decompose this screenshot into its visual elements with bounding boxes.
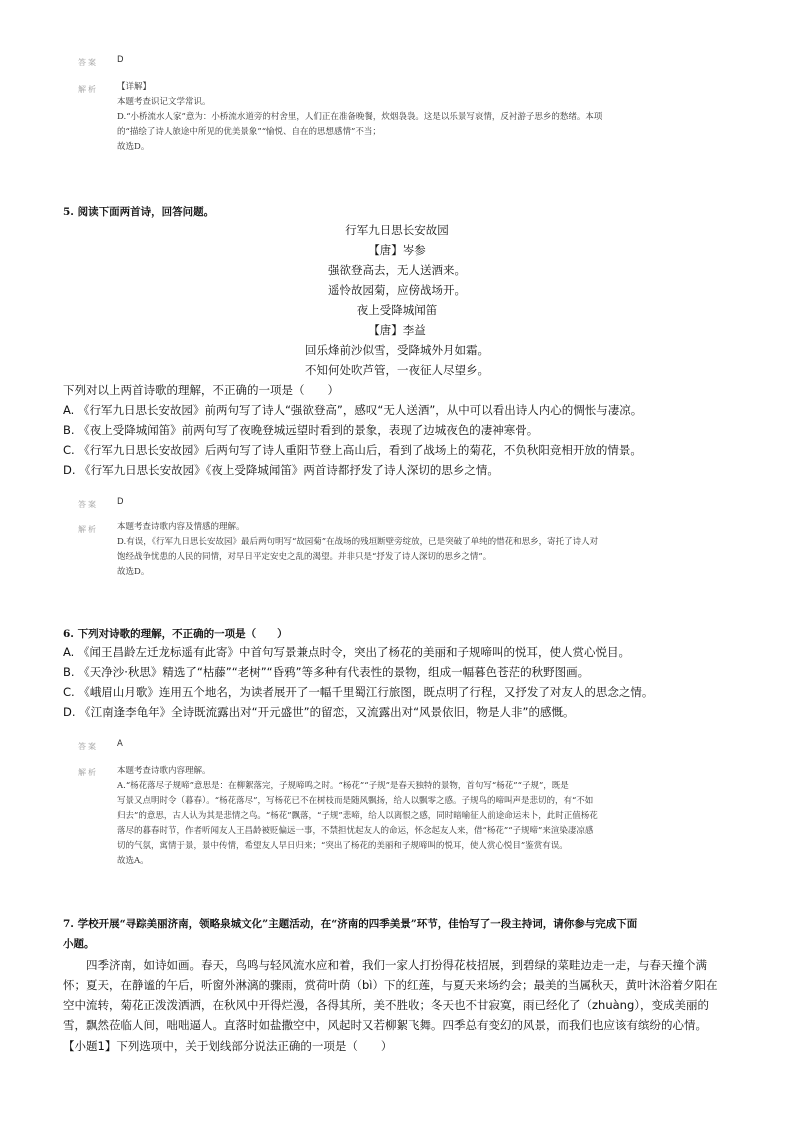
poem-line: 不知何处吹芦管，一夜征人尽望乡。	[305, 363, 489, 377]
answer-value: D	[117, 55, 124, 65]
question-5-heading: 5. 阅读下面两首诗，回答问题。	[63, 206, 215, 218]
option-a: A. 《行军九日思长安故园》前两句写了诗人“强欲登高”，感叹“无人送酒”，从中可以看出诗人内心的惆怅与凄凉。	[63, 403, 643, 417]
option-d: D. 《江南逢李龟年》全诗既流露出对“开元盛世”的留恋，又流露出对“风景依旧，物是人非”的感慨。	[63, 705, 575, 719]
poem-author-1: 【唐】岑参	[368, 243, 426, 257]
analysis-label: 解析	[78, 85, 98, 94]
answer-label: 答案	[78, 742, 98, 751]
option-c: C. 《行军九日思长安故园》后两句写了诗人重阳节登上高山后，看到了战场上的菊花，不负秋阳竞相开放的情景。	[63, 443, 642, 457]
poem-line: 强欲登高去，无人送酒来。	[328, 263, 466, 277]
analysis-label: 解析	[78, 525, 98, 534]
subquestion-1: 【小题1】下列选项中，关于划线部分说法正确的一项是（ ）	[63, 1039, 393, 1053]
analysis-text-6: 本题考查诗歌内容理解。 A.“杨花落尽子规啼”意思是：在柳絮落完，子规啼鸣之时。“杨花”“子规”是春天独特的景物，首句写“杨花”“子规”，既是 写景又点明时令（暮春）。“杨花落尽”，写杨花已不在树枝而是随风飘扬，给人以飘零之感。子规鸟的啼叫声是悲切的，有“不如 归去”的意思，古人认为其是悲情之鸟。“杨花”飘落，“子规”悲啼，给人以离恨之感，同时暗喻征人前途命运未卜，此时正值杨花 落尽的暮春时节，作者听闻友人王昌龄被贬偏远一事，不禁担忧起友人的命运，怀念起友人来，借“杨花”“子规啼”来渲染凄凉感 切的气氛，寓情于景，景中传情，希望友人早日归来；“突出了杨花的美丽和子规啼叫的悦耳，使人赏心悦目”鉴赏有误。 故选A。	[117, 766, 598, 866]
option-d: D. 《行军九日思长安故园》《夜上受降城闻笛》两首诗都抒发了诗人深切的思乡之情。	[63, 463, 499, 477]
poem-line: 遥怜故园菊，应傍战场开。	[328, 283, 466, 297]
question-5-stem: 下列对以上两首诗歌的理解，不正确的一项是（ ）	[63, 383, 339, 397]
option-b: B. 《天净沙·秋思》精选了“枯藤”“老树”“昏鸦”等多种有代表性的景物，组成一幅暮色苍茫的秋野图画。	[63, 665, 590, 679]
poem-author-2: 【唐】李益	[368, 323, 426, 337]
analysis-label: 解析	[78, 768, 98, 777]
answer-value: A	[117, 739, 123, 749]
poem-title-1: 行军九日思长安故园	[345, 223, 449, 237]
poems	[0, 220, 794, 380]
option-b: B. 《夜上受降城闻笛》前两句写了夜晚登城远望时看到的景象，表现了边城夜色的凄神寒骨。	[63, 423, 539, 437]
answer-value: D	[117, 497, 124, 507]
question-7-heading: 7. 学校开展“寻踪美丽济南，领略泉城文化”主题活动，在“济南的四季美景”环节，佳怡写了一段主持词，请你参与完成下面 小题。	[63, 918, 638, 950]
analysis-text-5: 本题考查诗歌内容及情感的理解。 D.有误，《行军九日思长安故园》最后两句明写“故园菊”在战场的残垣断壁旁绽放，已是突破了单纯的惜花和思乡，寄托了诗人对 饱经战争忧患的人民的同情，对早日平定安史之乱的渴望。并非只是“抒发了诗人深切的思乡之情”。 故选D。	[117, 522, 599, 577]
option-a: A. 《闻王昌龄左迁龙标遥有此寄》中首句写景兼点时令，突出了杨花的美丽和子规啼叫的悦耳，使人赏心悦目。	[63, 645, 630, 659]
analysis-text-4: 【详解】 本题考查识记文学常识。 D.“小桥流水人家”意为：小桥流水道旁的村舍里，人们正在准备晚餐，炊烟袅袅。这是以乐景写哀情，反衬游子思乡的愁绪。本项 的“描绘了诗人旅途中所见的优美景象”“愉悦、自在的思想感情”不当； 故选D。	[117, 82, 603, 152]
answer-label: 答案	[78, 58, 98, 67]
poem-title-2: 夜上受降城闻笛	[356, 303, 438, 317]
question-6-heading: 6. 下列对诗歌的理解，不正确的一项是（ ）	[63, 628, 288, 640]
answer-label: 答案	[78, 500, 98, 509]
question-7-passage: 四季济南，如诗如画。春天，鸟鸣与轻风流水应和着，我们一家人打扮得花枝招展，到碧绿的菜畦边走一走，与春天撞个满 怀；夏天，在静谧的午后，听窗外淋漓的骤雨，赏荷叶荫（bì）下的红莲，与夏天来场约会；最美的当属秋天，黄叶沐浴着夕阳在 空中流转，菊花正泼泼洒洒，在秋风中开得烂漫，各得其所，美不胜收；冬天也不甘寂寞，雨已经化了（zhuàng），变成美丽的 雪，飘然莅临人间，咄咄逼人。直落时如盐撒空中，风起时又若柳絮飞舞。四季总有变幻的风景，而我们也应该有缤纷的心情。	[63, 958, 718, 1032]
option-c: C. 《峨眉山月歌》连用五个地名，为读者展开了一幅千里蜀江行旅图，既点明了行程，又抒发了对友人的思念之情。	[63, 685, 654, 699]
poem-line: 回乐烽前沙似雪，受降城外月如霜。	[305, 343, 489, 357]
